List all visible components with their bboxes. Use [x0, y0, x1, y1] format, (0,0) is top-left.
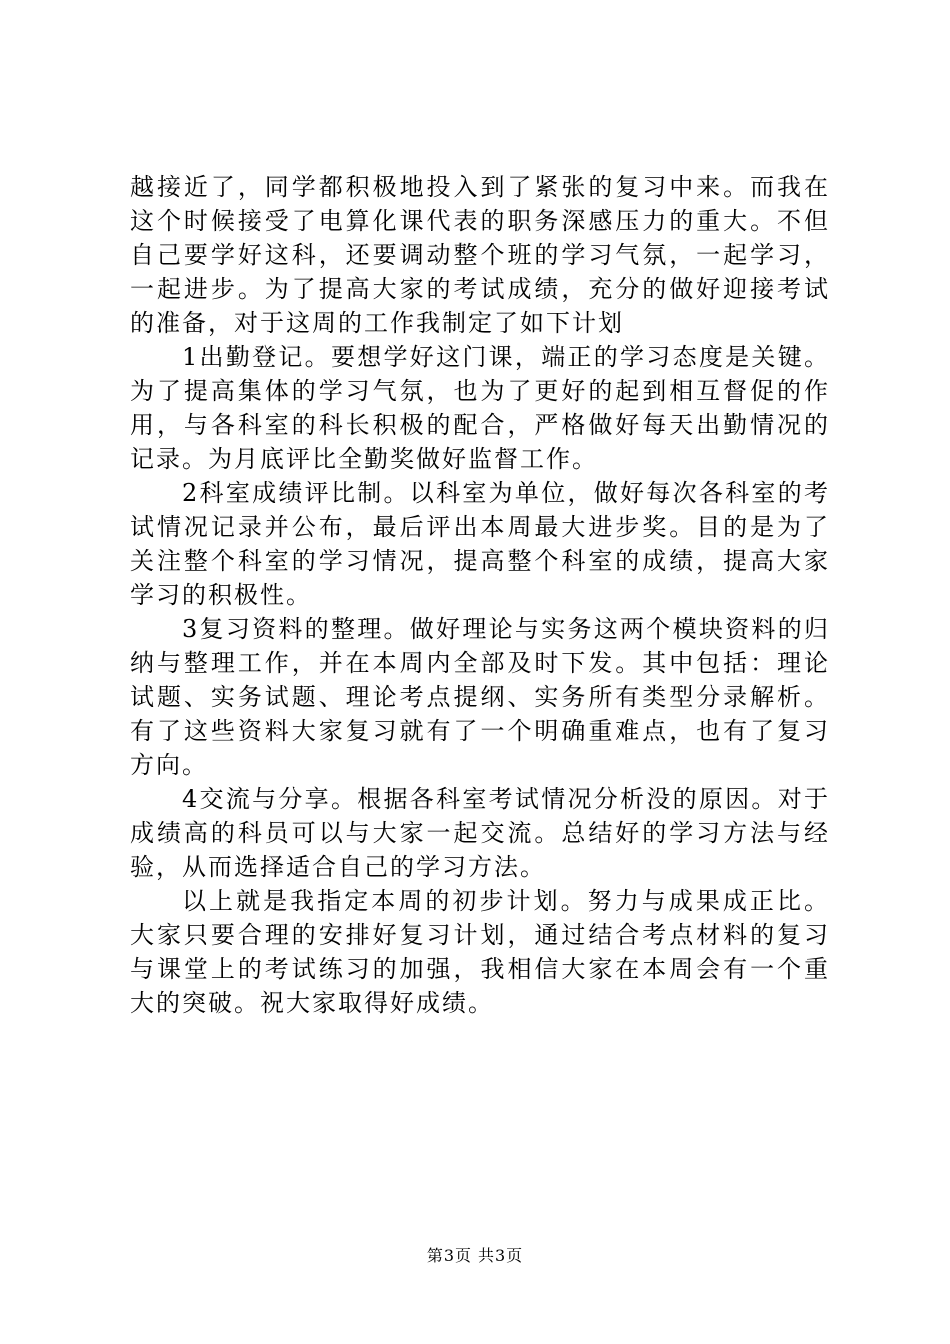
- paragraph-department-ranking: 2科室成绩评比制。以科室为单位，做好每次各科室的考试情况记录并公布，最后评出本周最大进步奖。目的是为了关注整个科室的学习情况，提高整个科室的成绩，提高大家学习的积极性。: [130, 479, 830, 609]
- page-footer: [0, 1246, 950, 1266]
- paragraph-conclusion: 以上就是我指定本周的初步计划。努力与成果成正比。大家只要合理的安排好复习计划，通过结合考点材料的复习与课堂上的考试练习的加强，我相信大家在本周会有一个重大的突破。祝大家取得好成绩。: [130, 887, 830, 1017]
- paragraph-review-materials: 3复习资料的整理。做好理论与实务这两个模块资料的归纳与整理工作，并在本周内全部及时下发。其中包括：理论试题、实务试题、理论考点提纲、实务所有类型分录解析。有了这些资料大家复习就有了一个明确重难点，也有了复习方向。: [130, 615, 830, 779]
- document-body: [130, 170, 830, 1020]
- page-number: 第3页: [426, 1246, 472, 1265]
- page-total: 共3页: [478, 1246, 524, 1265]
- paragraph-exchange-sharing: 4交流与分享。根据各科室考试情况分析没的原因。对于成绩高的科员可以与大家一起交流。总结好的学习方法与经验，从而选择适合自己的学习方法。: [130, 785, 830, 881]
- paragraph-continuation: 越接近了，同学都积极地投入到了紧张的复习中来。而我在这个时候接受了电算化课代表的职务深感压力的重大。不但自己要学好这科，还要调动整个班的学习气氛，一起学习，一起进步。为了提高大家的考试成绩，充分的做好迎接考试的准备，对于这周的工作我制定了如下计划: [130, 173, 830, 337]
- paragraph-attendance: 1出勤登记。要想学好这门课，端正的学习态度是关键。为了提高集体的学习气氛，也为了更好的起到相互督促的作用，与各科室的科长积极的配合，严格做好每天出勤情况的记录。为月底评比全勤奖做好监督工作。: [130, 343, 830, 473]
